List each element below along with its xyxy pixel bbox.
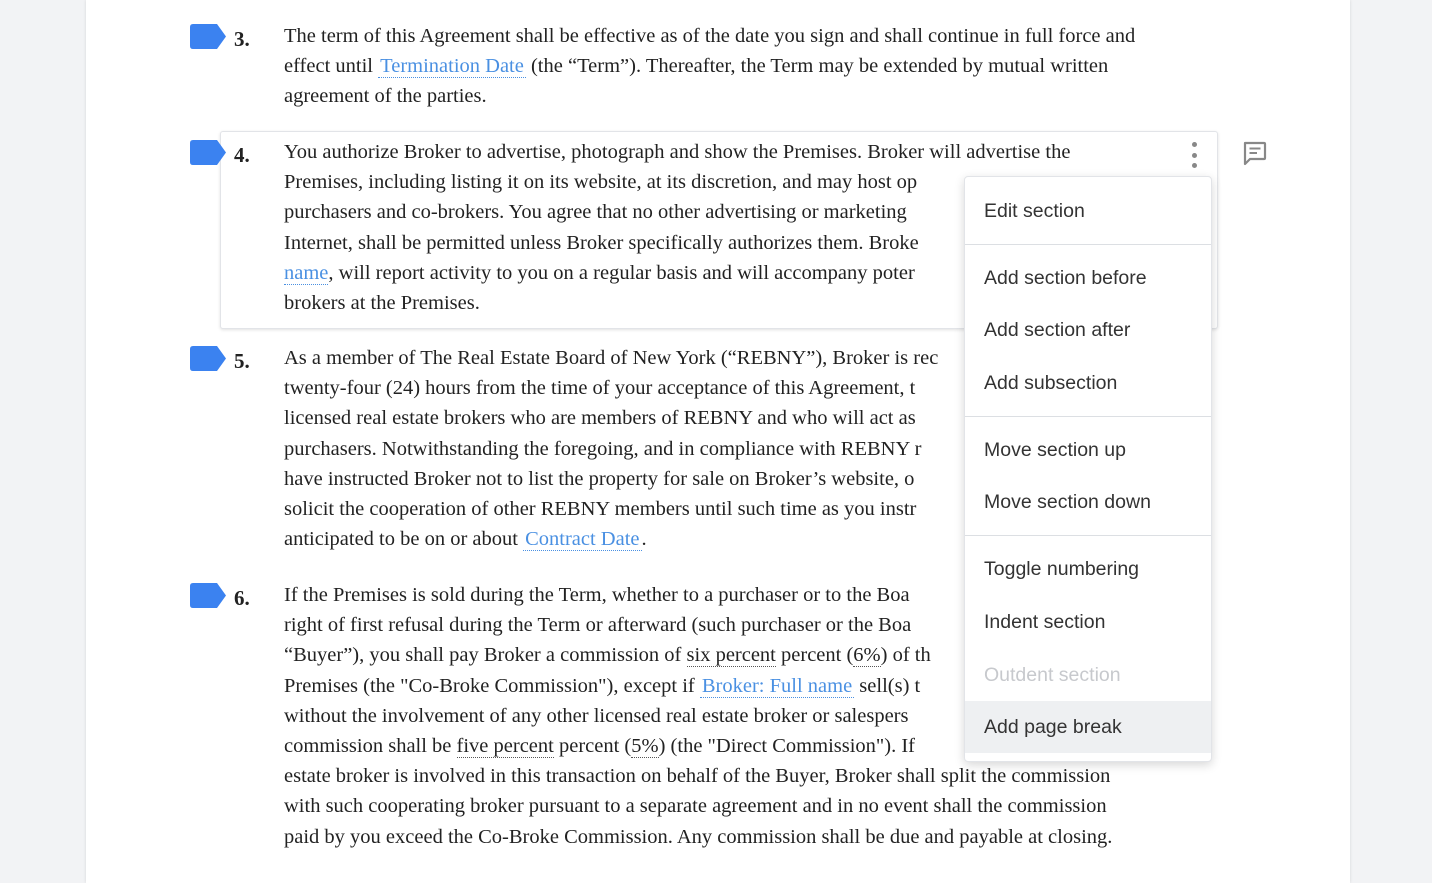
menu-divider <box>965 416 1211 417</box>
comment-icon[interactable] <box>1242 140 1268 166</box>
section-5-text: As a member of The Real Estate Board of New York (“REBNY”), Broker is rec twenty-four (24) hours from the time of your acceptance of this Agreement, t licensed real estate brokers who are members of REBNY and who will act as purchasers. Notwithstanding the foregoing, and in compliance with REBNY r have instructed Broker not to list the property for sale on Broker’s website, o solicit the cooperation of other REBNY members until such time as you instr anticipated to be on or about Contract Date. <box>284 347 939 551</box>
section-6-text: If the Premises is sold during the Term, whether to a purchaser or to the Boa right of first refusal during the Term or afterward (such purchaser or the Boa “Buyer”), you shall pay Broker a commission of six percent percent (6%) of th Premises (the "Co-Broke Commission"), except if Broker: Full name sell(s) t without the involvement of any other licensed real estate broker or salespers commission shall be five percent percent (5%) (the "Direct Commission"). If estate broker is involved in this transaction on behalf of the Buyer, Broker shall split the commission with such cooperating broker pursuant to a separate agreement and in no event shall the commission paid by you exceed the Co-Broke Commission. Any commission shall be due and payable at closing. <box>284 584 1113 848</box>
section-number: 4. <box>234 143 250 167</box>
section-options-icon[interactable] <box>1186 142 1202 168</box>
section-number: 3. <box>234 27 250 51</box>
menu-indent-section[interactable]: Indent section <box>984 611 1106 633</box>
menu-move-section-up[interactable]: Move section up <box>984 439 1126 461</box>
menu-add-section-after[interactable]: Add section after <box>984 319 1131 341</box>
broker-full-name-field[interactable]: Broker: Full name <box>701 674 853 697</box>
six-percent-field[interactable]: six percent <box>686 644 776 667</box>
menu-edit-section[interactable]: Edit section <box>984 200 1085 222</box>
section-context-menu <box>964 176 1212 762</box>
five-percent-number-field[interactable]: 5% <box>631 735 659 758</box>
section-tag-icon[interactable] <box>190 24 226 49</box>
section-number: 6. <box>234 586 250 610</box>
section-tag-icon[interactable] <box>190 140 226 165</box>
section-tag-icon[interactable] <box>190 346 226 371</box>
section-number: 5. <box>234 349 250 373</box>
five-percent-field[interactable]: five percent <box>456 735 554 758</box>
broker-name-field[interactable]: name <box>284 261 329 284</box>
termination-date-field[interactable]: Termination Date <box>380 55 524 78</box>
menu-divider <box>965 535 1211 536</box>
section-3-text: The term of this Agreement shall be effective as of the date you sign and shall continue in full force and effect until Termination Date (the “Term”). Thereafter, the Term may be extended by mutual written agreement of the parties. <box>284 25 1136 108</box>
menu-divider <box>965 244 1211 245</box>
menu-add-section-before[interactable]: Add section before <box>984 267 1147 289</box>
six-percent-number-field[interactable]: 6% <box>853 644 881 667</box>
contract-date-field[interactable]: Contract Date <box>525 528 640 551</box>
menu-toggle-numbering[interactable]: Toggle numbering <box>984 558 1140 580</box>
section-4-text: You authorize Broker to advertise, photograph and show the Premises. Broker will advertise the Premises, including listing it on its website, at its discretion, and may host op purchasers and co-brokers. You agree that no other advertising or marketing Internet, shall be permitted unless Broker specifically authorizes them. Broke name, will report activity to you on a regular basis and will accompany poter brokers at the Premises. <box>284 141 1071 315</box>
menu-move-section-down[interactable]: Move section down <box>984 491 1151 513</box>
section-tag-icon[interactable] <box>190 583 226 608</box>
menu-add-subsection[interactable]: Add subsection <box>984 372 1118 394</box>
menu-outdent-section: Outdent section <box>984 664 1121 686</box>
menu-add-page-break[interactable]: Add page break <box>965 701 1211 753</box>
